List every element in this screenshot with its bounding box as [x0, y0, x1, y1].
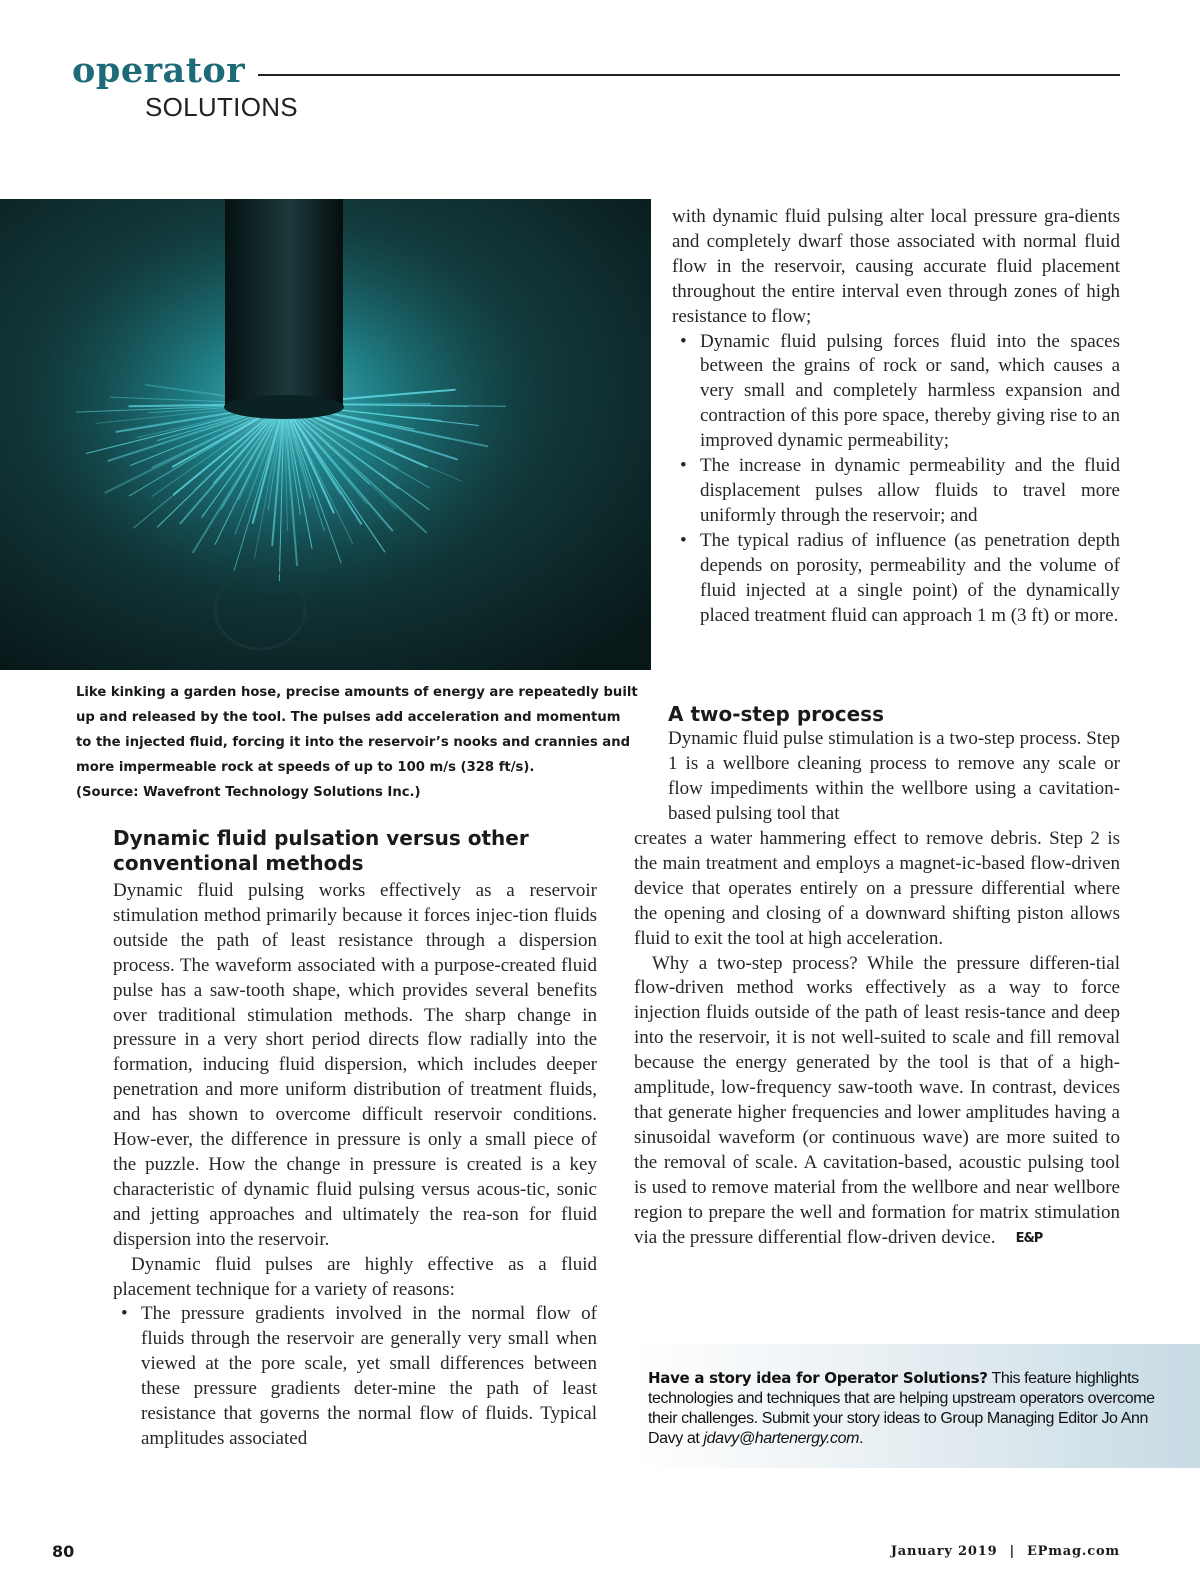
right-paragraph: with dynamic fluid pulsing alter local pressure gra-dients and completely dwarf those associated with normal fluid flow in the reservoir, causing accurate fluid placement throughout the entire interval even through zones of high resistance to flow;: [672, 206, 1120, 327]
story-idea-callout: [632, 1344, 1200, 1468]
left-bullet-list: [113, 1302, 597, 1451]
caption-line: up and released by the tool. The pulses add acceleration and momentum: [76, 710, 621, 725]
right-bullet-list: [672, 330, 1120, 629]
two-step-continued: [634, 827, 1120, 1251]
site-name: EPmag.com: [1026, 1544, 1120, 1559]
right-paragraph: Dynamic fluid pulse stimulation is a two-step process. Step 1 is a wellbore cleaning process to remove any scale or flow impediments within the wellbore using a cavitation-based pulsing tool that: [668, 728, 1120, 824]
callout-text: [648, 1368, 1173, 1449]
list-item: • The typical radius of influence (as penetration depth depends on porosity, permeability and the volume of fluid injected at a single point) of the dynamically placed treatment fluid can approach 1 m (3 ft) or more.: [672, 529, 1120, 629]
right-paragraph: creates a water hammering effect to remove debris. Step 2 is the main treatment and employs a magnet-ic-based flow-driven device that operates entirely on a pressure differential where the opening and closing of a downward shifting piston allows fluid to exit the tool at high acceleration.: [634, 828, 1120, 949]
left-paragraph: Dynamic fluid pulsing works effectively as a reservoir stimulation method primarily because it forces injec-tion fluids outside the path of least resistance through a dispersion process. The waveform associated with a purpose-created fluid pulse has a saw-tooth shape, which provides several benefits over traditional stimulation methods. The sharp change in pressure in a very short period directs flow radially into the formation, inducing fluid dispersion, which includes deeper penetration and more uniform distribution of treatment fluids, and has shown to overcome difficult reservoir conditions. How-ever, the difference in pressure is only a small piece of the puzzle. How the change in pressure is created is a key characteristic of dynamic fluid pulsing versus acous-tic, sonic and jetting approaches and ultimately the rea-son for fluid dispersion into the reservoir.: [113, 880, 597, 1250]
closing-paragraph: Why a two-step process? While the pressure differen-tial flow-driven method works effectively as a way to force injection fluids outside of the path of least resis-tance and deep into the reservoir, it is not well-suited to scale and fill removal because the energy generated by the tool is that of a high-amplitude, low-frequency saw-tooth wave. In contrast, devices that generate higher frequencies and lower amplitudes having a sinusoidal waveform (or continuous wave) are more suited to the removal of scale. A cavitation-based, acoustic pulsing tool is used to remove material from the wellbore and near wellbore region to prepare the well and formation for matrix stimulation via the pressure differential flow-driven device.: [634, 952, 1120, 1248]
list-item: • The pressure gradients involved in the normal flow of fluids through the reservoir are generally very small when viewed at the pore scale, yet small differences between these pressure gradients deter-mine the path of least resistance that governs the normal flow of fluids. Typical amplitudes associated: [113, 1302, 597, 1451]
page-number: 80: [52, 1542, 75, 1561]
callout-body: This feature highlights technologies and techniques that are helping upstream operators overcome their challenges. Submit your story ideas to Group Managing Editor Jo Ann Davy at: [648, 1370, 1155, 1447]
two-step-section: [668, 702, 1120, 827]
header-rule: [258, 74, 1120, 76]
left-section-heading: Dynamic fluid pulsation versus other conventional methods: [113, 826, 529, 875]
left-column: [113, 826, 597, 1452]
caption-line: Like kinking a garden hose, precise amounts of energy are repeatedly built: [76, 685, 638, 700]
right-column-top: [672, 205, 1120, 628]
fluid-pulse-photo: [0, 199, 651, 670]
page-footer: [891, 1544, 1120, 1559]
editor-email-link[interactable]: jdavy@hartenergy.com: [703, 1430, 860, 1447]
photo-caption: [76, 680, 656, 805]
list-item: • Dynamic fluid pulsing forces fluid into the spaces between the grains of rock or sand, which causes a very small and completely harmless expansion and contraction of this pore space, thereby giving rise to an improved dynamic permeability;: [672, 330, 1120, 455]
section-title: operator: [72, 50, 246, 91]
left-paragraph: Dynamic fluid pulses are highly effective as a fluid placement technique for a variety of reasons:: [113, 1253, 597, 1300]
ep-end-mark: E&P: [1015, 1230, 1043, 1246]
fluid-pulse-image: [0, 199, 651, 670]
right-paragraph: [634, 952, 1120, 1252]
issue-date: January 2019: [890, 1544, 998, 1559]
callout-tail: .: [859, 1430, 864, 1447]
right-section-heading: A two-step process: [668, 702, 884, 726]
section-subtitle: SOLUTIONS: [145, 92, 298, 122]
caption-source: (Source: Wavefront Technology Solutions Inc.): [76, 785, 421, 800]
caption-line: to the injected fluid, forcing it into the reservoir’s nooks and crannies and: [76, 735, 631, 750]
callout-lead: Have a story idea for Operator Solutions?: [648, 1369, 988, 1387]
caption-line: more impermeable rock at speeds of up to 100 m/s (328 ft/s).: [76, 760, 535, 775]
list-item: • The increase in dynamic permeability and the fluid displacement pulses allow fluids to travel more uniformly through the reservoir; and: [672, 454, 1120, 529]
footer-separator: |: [1009, 1544, 1015, 1559]
